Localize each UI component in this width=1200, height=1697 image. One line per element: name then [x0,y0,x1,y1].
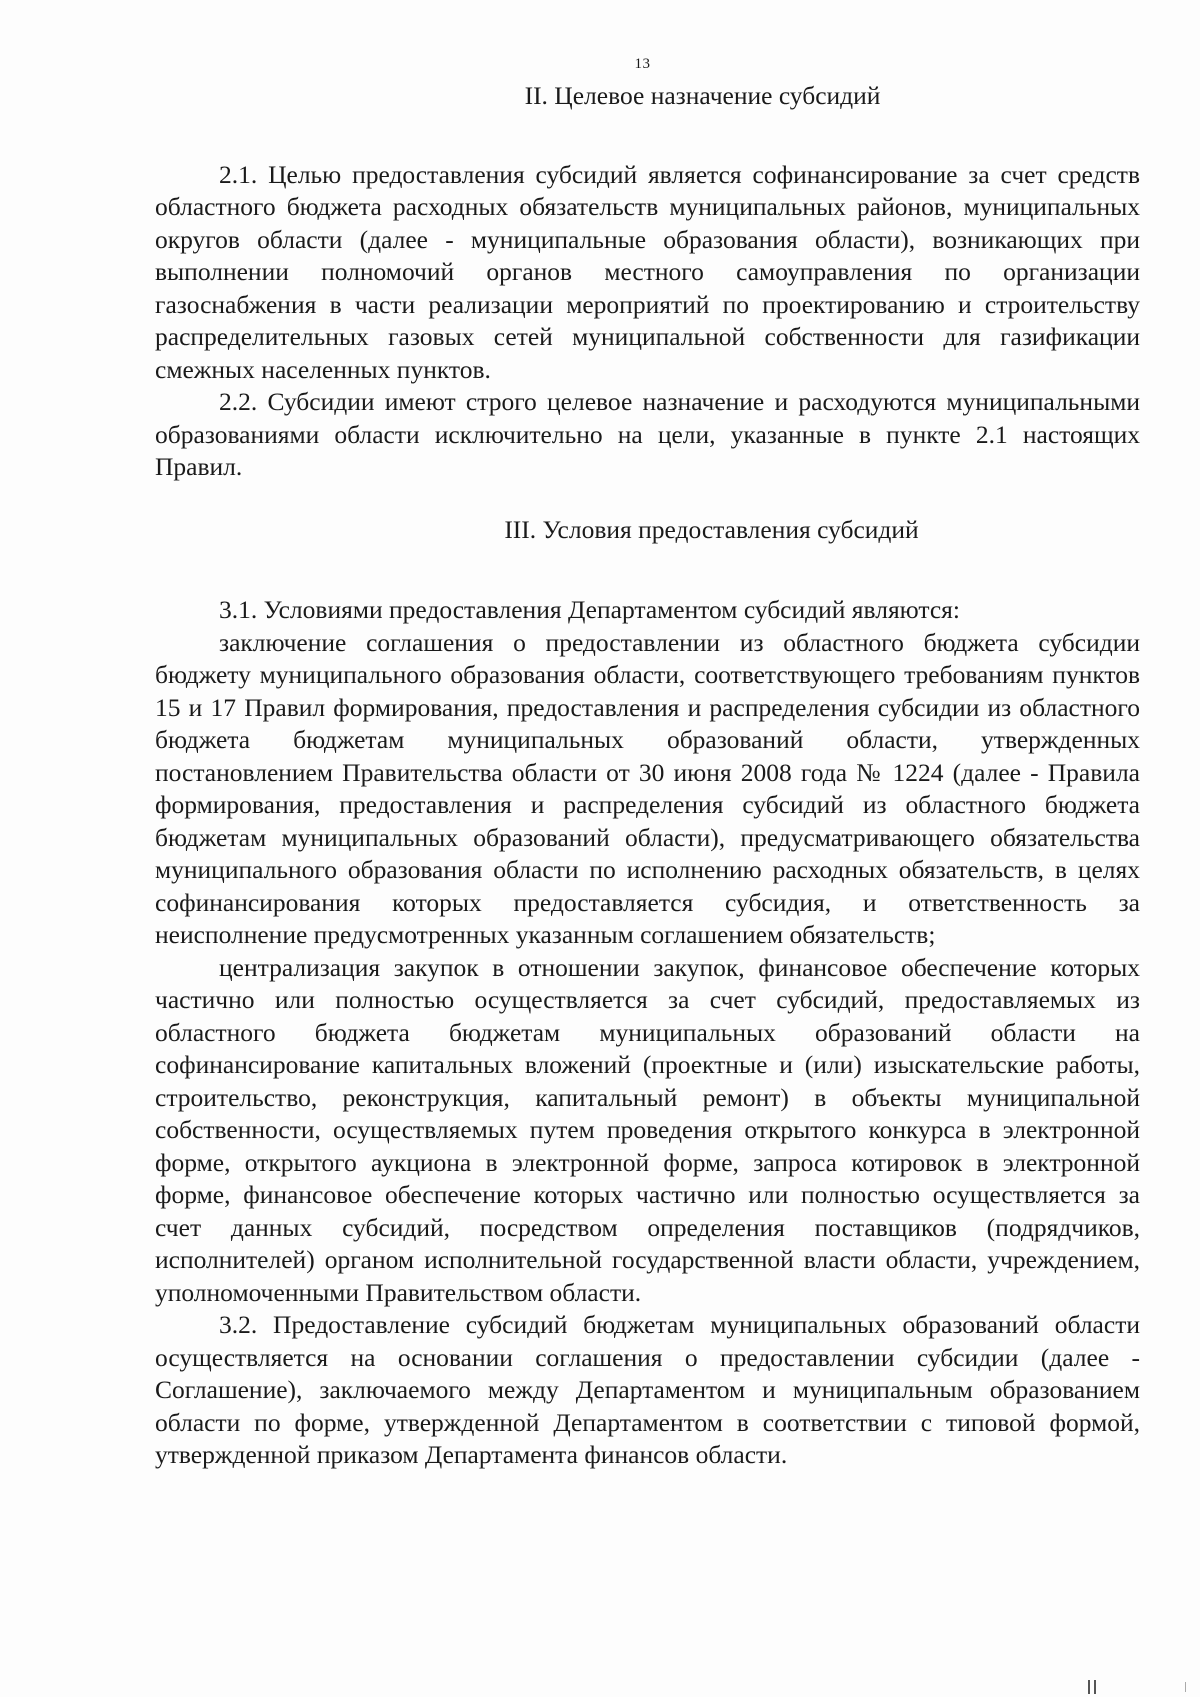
scan-artifact-mark [1088,1680,1090,1694]
page-number: 13 [634,56,651,72]
scan-artifact-mark [1185,1682,1186,1692]
section-3-heading: III. Условия предоставления субсидий [504,514,919,544]
paragraph-3-2: 3.2. Предоставление субсидий бюджетам муниципальных образований области осуществляется на основании соглашения о предоставлении субсидии (далее - Соглашение), заключаемого между Департаментом и муниципальным образованием области по форме, утвержденной Департаментом в соответствии с типовой формой, утвержденной приказом Департамента финансов области. [155,1310,1140,1469]
scan-artifact-mark [1094,1680,1096,1694]
section-2-heading: II. Целевое назначение субсидий [524,81,881,110]
paragraph-3-1-condition-procurement: централизация закупок в отношении закупок, финансовое обеспечение которых частично или полностью осуществляется за счет субсидий, предоставляемых из областного бюджета бюджетам муниципальных образований области на софинансирование капитальных вложений (проектные и (или) изыскательские работы, строительство, реконструкция, капитальный ремонт) в объекты муниципальной собственности, осуществляемых путем проведения открытого конкурса в электронной форме, открытого аукциона в электронной форме, запроса котировок в электронной форме, финансовое обеспечение которых частично или полностью осуществляется за счет данных субсидий, посредством определения поставщиков (подрядчиков, исполнителей) органом исполнительной государственной власти области, учреждением, уполномоченными Правительством области. [155,952,1140,1307]
paragraph-3-1: 3.1. Условиями предоставления Департаментом субсидий являются: [219,595,960,624]
paragraph-2-2: 2.2. Субсидии имеют строго целевое назначение и расходуются муниципальными образованиями области исключительно на цели, указанные в пункте 2.1 настоящих Правил. [155,387,1140,481]
paragraph-3-1-condition-agreement: заключение соглашения о предоставлении из областного бюджета субсидии бюджету муниципального образования области, соответствующего требованиям пунктов 15 и 17 Правил формирования, предоставления и распределения субсидии из областного бюджета бюджетам муниципальных образований области, утвержденных постановлением Правительства области от 30 июня 2008 года № 1224 (далее - Правила формирования, предоставления и распределения субсидий из областного бюджета бюджетам муниципальных образований области), предусматривающего обязательства муниципального образования области по исполнению расходных обязательств, в целях софинансирования которых предоставляется субсидия, и ответственность за неисполнение предусмотренных указанным соглашением обязательств; [155,627,1140,949]
paragraph-2-1: 2.1. Целью предоставления субсидий является софинансирование за счет средств областного бюджета расходных обязательств муниципальных районов, муниципальных округов области (далее - муниципальные образования области), возникающих при выполнении полномочий органов местного самоуправления по организации газоснабжения в части реализации мероприятий по проектированию и строительству распределительных газовых сетей муниципальной собственности для газификации смежных населенных пунктов. [155,159,1140,384]
document-body [155,80,1140,1472]
